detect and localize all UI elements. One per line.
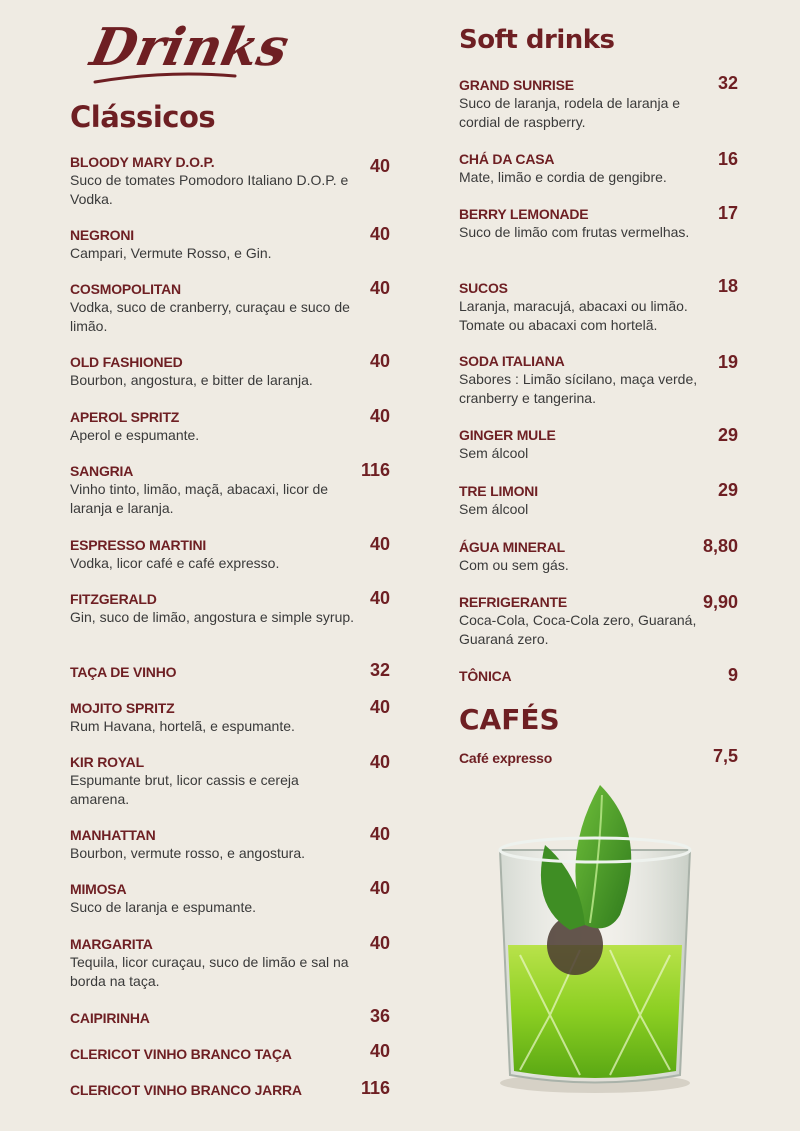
menu-item bbox=[70, 536, 360, 573]
item-name: MARGARITA bbox=[70, 936, 153, 952]
item-name: TRE LIMONI bbox=[459, 483, 538, 499]
menu-item bbox=[459, 538, 704, 575]
item-name: SUCOS bbox=[459, 280, 508, 296]
item-price: 32 bbox=[717, 73, 738, 93]
menu-item bbox=[70, 226, 360, 263]
item-name: GRAND SUNRISE bbox=[459, 77, 574, 93]
menu-item bbox=[459, 593, 704, 648]
item-price: 40 bbox=[369, 278, 390, 298]
menu-item bbox=[459, 426, 704, 463]
menu-item bbox=[70, 1009, 360, 1027]
item-desc: Com ou sem gás. bbox=[459, 557, 569, 573]
item-name: CAIPIRINHA bbox=[70, 1010, 150, 1026]
item-desc: Gin, suco de limão, angostura e simple syrup. bbox=[70, 609, 355, 625]
item-desc: Aperol e espumante. bbox=[70, 427, 200, 443]
item-desc: Vodka, licor café e café expresso. bbox=[70, 555, 280, 571]
menu-item bbox=[70, 826, 360, 863]
item-price: 8,80 bbox=[702, 536, 738, 556]
menu-item bbox=[459, 279, 704, 334]
item-desc: Coca-Cola, Coca-Cola zero, Guaraná, Guaraná zero. bbox=[459, 612, 697, 647]
item-price: 40 bbox=[369, 697, 390, 717]
item-desc: Mate, limão e cordia de gengibre. bbox=[459, 169, 667, 185]
menu-item bbox=[70, 462, 360, 517]
item-name: COSMOPOLITAN bbox=[70, 281, 181, 297]
item-price: 9 bbox=[727, 665, 738, 685]
item-price: 36 bbox=[369, 1006, 390, 1026]
menu-item bbox=[70, 935, 360, 990]
item-desc: Suco de limão com frutas vermelhas. bbox=[459, 224, 690, 240]
item-name: ESPRESSO MARTINI bbox=[70, 537, 207, 553]
item-name: OLD FASHIONED bbox=[70, 354, 183, 370]
menu-item bbox=[70, 1081, 360, 1099]
item-price: 40 bbox=[369, 156, 390, 176]
menu-item bbox=[459, 667, 704, 685]
item-name: MIMOSA bbox=[70, 881, 127, 897]
item-desc: Sem álcool bbox=[459, 501, 529, 517]
item-desc: Bourbon, vermute rosso, e angostura. bbox=[70, 845, 306, 861]
item-desc: Vinho tinto, limão, maçã, abacaxi, licor de laranja e laranja. bbox=[70, 481, 329, 516]
item-price: 40 bbox=[369, 534, 390, 554]
item-name: BLOODY MARY D.O.P. bbox=[70, 154, 215, 170]
menu-item bbox=[70, 699, 360, 736]
section-title-cafes: CAFÉS bbox=[459, 703, 560, 736]
item-desc: Suco de tomates Pomodoro Italiano D.O.P. e Vodka. bbox=[70, 172, 349, 207]
menu-item bbox=[459, 150, 704, 187]
item-price: 40 bbox=[369, 406, 390, 426]
item-name: SODA ITALIANA bbox=[459, 353, 565, 369]
item-price: 40 bbox=[369, 933, 390, 953]
item-name: FITZGERALD bbox=[70, 591, 157, 607]
item-name: TÔNICA bbox=[459, 668, 512, 684]
logo-text: Drinks bbox=[85, 17, 294, 78]
item-price: 17 bbox=[717, 203, 738, 223]
item-name: CHÁ DA CASA bbox=[459, 151, 555, 167]
item-desc: Rum Havana, hortelã, e espumante. bbox=[70, 718, 295, 734]
item-desc: Suco de laranja e espumante. bbox=[70, 899, 257, 915]
item-name: APEROL SPRITZ bbox=[70, 409, 180, 425]
menu-item bbox=[70, 353, 360, 390]
menu-item bbox=[70, 663, 360, 681]
item-name: Café expresso bbox=[459, 750, 553, 766]
drinks-script-logo bbox=[85, 10, 294, 92]
item-name: KIR ROYAL bbox=[70, 754, 144, 770]
item-price: 40 bbox=[369, 878, 390, 898]
item-name: ÁGUA MINERAL bbox=[459, 539, 565, 555]
item-desc: Tequila, licor curaçau, suco de limão e sal na borda na taça. bbox=[70, 954, 349, 989]
menu-item bbox=[70, 590, 360, 627]
menu-item bbox=[459, 352, 704, 407]
item-desc: Vodka, suco de cranberry, curaçau e suco de limão. bbox=[70, 299, 350, 334]
menu-item bbox=[70, 280, 360, 335]
menu-item bbox=[459, 205, 704, 242]
item-desc: Bourbon, angostura, e bitter de laranja. bbox=[70, 372, 313, 388]
item-price: 16 bbox=[717, 149, 738, 169]
cocktail-glass-basil-photo bbox=[490, 785, 700, 1095]
item-name: NEGRONI bbox=[70, 227, 134, 243]
item-price: 116 bbox=[360, 460, 390, 480]
item-price: 18 bbox=[717, 276, 738, 296]
item-desc: Espumante brut, licor cassis e cereja amarena. bbox=[70, 772, 299, 807]
item-price: 9,90 bbox=[702, 592, 738, 612]
item-desc: Sabores : Limão sícilano, maça verde, cranberry e tangerina. bbox=[459, 371, 698, 406]
item-name: CLERICOT VINHO BRANCO JARRA bbox=[70, 1082, 302, 1098]
item-price: 29 bbox=[717, 480, 738, 500]
item-name: MANHATTAN bbox=[70, 827, 156, 843]
item-desc: Laranja, maracujá, abacaxi ou limão. Tomate ou abacaxi com hortelã. bbox=[459, 298, 688, 333]
item-price: 19 bbox=[717, 352, 738, 372]
item-name: REFRIGERANTE bbox=[459, 594, 568, 610]
item-name: MOJITO SPRITZ bbox=[70, 700, 175, 716]
item-price: 40 bbox=[369, 588, 390, 608]
menu-item bbox=[70, 753, 360, 808]
item-price: 29 bbox=[717, 425, 738, 445]
menu-item bbox=[70, 153, 360, 208]
menu-item bbox=[459, 482, 704, 519]
menu-item bbox=[70, 880, 360, 917]
item-price: 116 bbox=[360, 1078, 390, 1098]
item-price: 32 bbox=[369, 660, 390, 680]
menu-item bbox=[70, 1045, 360, 1063]
item-price: 40 bbox=[369, 224, 390, 244]
menu-item bbox=[70, 408, 360, 445]
item-name: CLERICOT VINHO BRANCO TAÇA bbox=[70, 1046, 292, 1062]
menu-item-cafe bbox=[459, 749, 704, 767]
item-name: GINGER MULE bbox=[459, 427, 556, 443]
item-price: 7,5 bbox=[712, 746, 738, 766]
section-title-classicos: Clássicos bbox=[70, 100, 216, 134]
item-name: BERRY LEMONADE bbox=[459, 206, 589, 222]
menu-item bbox=[459, 76, 704, 131]
section-title-soft-drinks: Soft drinks bbox=[459, 25, 615, 55]
item-price: 40 bbox=[369, 351, 390, 371]
item-desc: Campari, Vermute Rosso, e Gin. bbox=[70, 245, 272, 261]
item-price: 40 bbox=[369, 1041, 390, 1061]
item-desc: Suco de laranja, rodela de laranja e cordial de raspberry. bbox=[459, 95, 681, 130]
item-price: 40 bbox=[369, 752, 390, 772]
item-name: SANGRIA bbox=[70, 463, 134, 479]
item-name: TAÇA DE VINHO bbox=[70, 664, 177, 680]
item-desc: Sem álcool bbox=[459, 445, 529, 461]
item-price: 40 bbox=[369, 824, 390, 844]
